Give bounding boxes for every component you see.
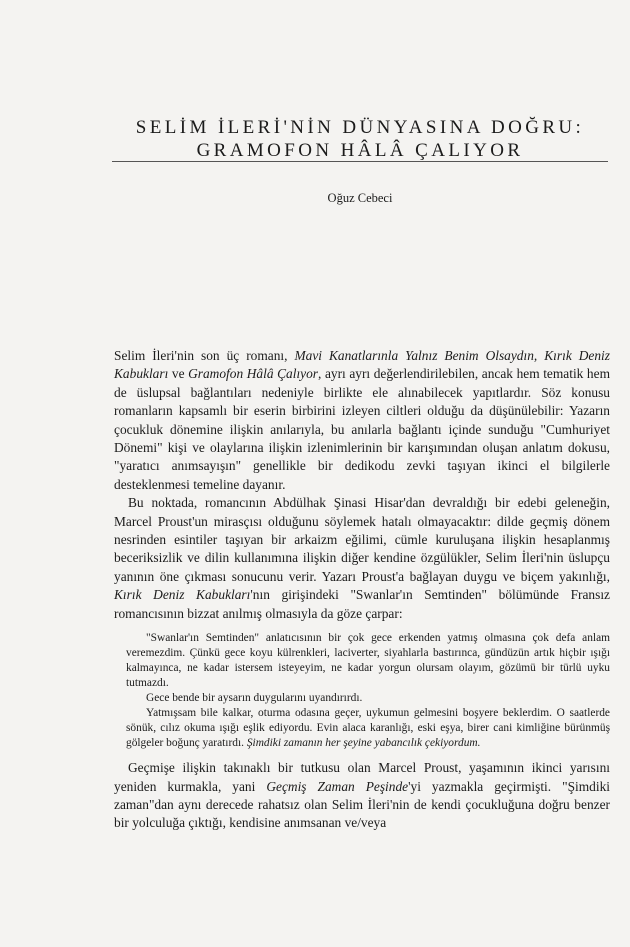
quote-italic: Şimdiki zamanın her şeyine yabancılık çekiyordum.	[246, 737, 481, 750]
quote-paragraph-1: "Swanlar'ın Semtinden" anlatıcısının bir çok gece erkenden yatmış olmasına çok defa anlam veremezdim. Çünkü gece koyu külrenkleri, laciverter, siyahlarla bastırınca, gündüzün artık hiçbir ışığı kalmayınca, ne kadar istersem isteyeyim, ne kadar yorgun olursam olayım, gözümü bir türlü uyku tutmazdı.	[126, 632, 610, 690]
text-run: Bu noktada, romancının Abdülhak Şinasi Hisar'dan devraldığı bir edebi geleneğin, Marcel Proust'un mirasçısı olduğunu söylemek hatalı olmayacaktır: dilde geçmiş dönem nesrinden esintiler taşıyan bir arkaizm eğilimi, cümle kuruluşana ilişkin hesaplanmış beceriksizlik ve dilin kullanımına ilişkin diğer kendine özgülükler, Selim İleri'nin üslupçu yanının öne çıkması sonucunu verir. Yazarı Proust'a bağlayan duygu ve biçem yakınlığı,	[114, 495, 610, 584]
title-line-1: SELİM İLERİ'NİN DÜNYASINA DOĞRU:	[135, 117, 585, 138]
text-run: Geçmişe ilişkin takınaklı bir tutkusu olan Marcel Proust, yaşamının ikinci yarısını yeniden kurmakla, yani	[114, 760, 610, 794]
text-run: , ayrı ayrı değerlendirilebilen, ancak hem tematik hem de üslupsal bağlantıları nedeniyle birlikte ele alınabilecek yapıtlardır. Söz konusu romanların kapsamlı bir eserin birbirini izleyen ciltleri olduğu da düşünülebilir: Yazarın çocukluk dönemine ilişkin anılarıyla, bu anılarla bağlantı içinde sunduğu "Cumhuriyet Dönemi" kişi ve olaylarına ilişkin izlenimlerinin bir karışımından oluşan anlatım dokusu, "yaratıcı anımsayışın" genellikle bir dedikodu zevki taşıyan ikinci el bilgilerle desteklenmesi temeline dayanır.	[114, 366, 610, 492]
book-title-italic: Gramofon Hâlâ Çalıyor	[188, 366, 319, 382]
text-run: ve	[168, 366, 189, 382]
article-body	[114, 347, 610, 833]
quote-paragraph-2: Gece bende bir aysarın duygularını uyandırırdı.	[146, 692, 363, 705]
paragraph-3	[114, 759, 610, 833]
paragraph-2	[114, 494, 610, 623]
title-rule	[112, 161, 608, 162]
title-line-2: GRAMOFON HÂLÂ ÇALIYOR	[196, 140, 524, 161]
paragraph-1	[114, 347, 610, 494]
author-name: Oğuz Cebeci	[327, 191, 393, 205]
text-run: Selim İleri'nin son üç romanı,	[114, 348, 295, 363]
book-title-italic: Mavi Kanatlarınla Yalnız Benim Olsaydın, Kırık Deniz Kabukları	[114, 348, 610, 382]
text-run: 'nın girişindeki "Swanlar'ın Semtinden" bölümünde Fransız romancısının bizzat anılmış olmasıyla da göze çarpar:	[114, 587, 610, 621]
text-run: Yatmışsam bile kalkar, oturma odasına geçer, uykumun gelmesini boşyere beklerdim. O saatlerde sönük, cılız okuma ışığı eşlik ediyordu. Evin alaca karanlığı, eski eşya, birer cani kimliğine bürünmüş gölgeler boğunç yaratırdı.	[126, 707, 610, 750]
book-title-italic: Geçmiş Zaman Peşinde	[266, 778, 409, 794]
article-title	[100, 116, 620, 162]
quote-paragraph-3	[126, 706, 610, 751]
block-quote	[114, 631, 610, 751]
book-title-italic: Kırık Deniz Kabukları	[114, 587, 251, 603]
text-run: 'yi yazmakla geçirmişti. "Şimdiki zaman"dan aynı derecede rahatsız olan Selim İleri'nin de kendi çocukluğuna doğru benzer bir yolculuğa çıktığı, kendisine anımsanan ve/veya	[114, 778, 611, 831]
